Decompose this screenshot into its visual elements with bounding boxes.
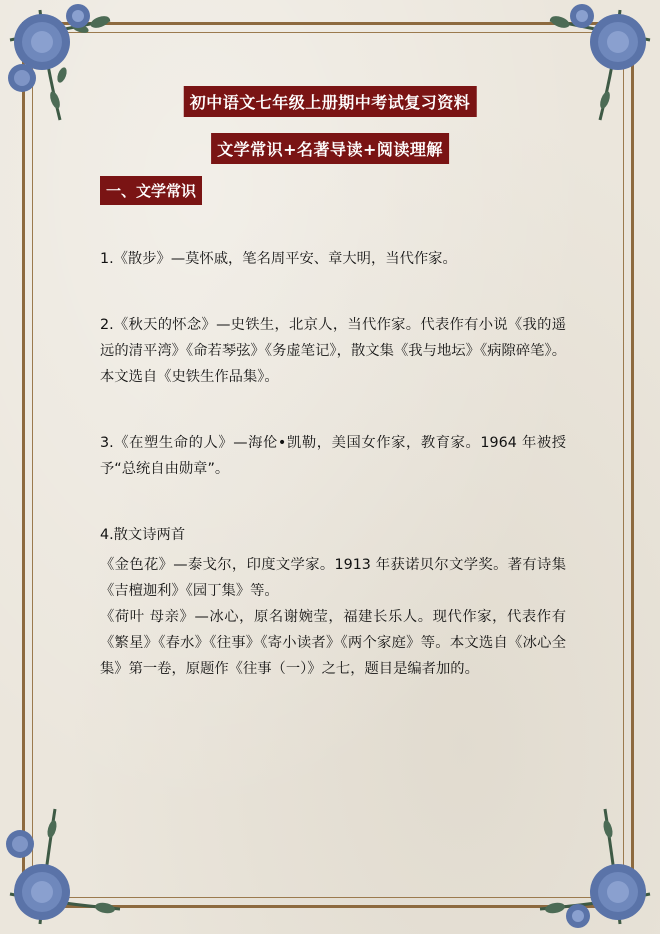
paragraph-item-4-heading: 4.散文诗两首 — [100, 527, 186, 543]
floral-corner-decoration-top-right — [510, 0, 660, 150]
paragraph-item-2: 2.《秋天的怀念》—史铁生，北京人，当代作家。代表作有小说《我的遥远的清平湾》《命若琴弦》《务虚笔记》，散文集《我与地坛》《病隙碎笔》。本文选自《史铁生作品集》。 — [100, 317, 566, 385]
floral-corner-decoration-bottom-left — [0, 784, 150, 934]
section-heading: 一、文学常识 — [100, 176, 202, 205]
paragraph-item-4-golden-flower: 《金色花》—泰戈尔，印度文学家。1913 年获诺贝尔文学奖。著有诗集《吉檀迦利》《园丁集》等。 — [100, 557, 566, 599]
paragraph-item-3: 3.《在塑生命的人》—海伦•凯勒，美国女作家，教育家。1964 年被授予“总统自由勋章”。 — [100, 435, 566, 477]
paragraph-item-4-lotus-mother: 《荷叶 母亲》—冰心，原名谢婉莹，福建长乐人。现代作家，代表作有《繁星》《春水》《往事》《寄小读者》《两个家庭》等。本文选自《冰心全集》第一卷，原题作《往事（一）》之七，题目是编者加的。 — [100, 609, 566, 677]
document-subtitle: 文学常识+名著导读+阅读理解 — [211, 133, 449, 164]
document-body — [100, 246, 566, 682]
floral-corner-decoration-bottom-right — [510, 784, 660, 934]
document-title: 初中语文七年级上册期中考试复习资料 — [184, 86, 477, 117]
floral-corner-decoration-top-left — [0, 0, 150, 150]
paragraph-item-1: 1.《散步》—莫怀戚，笔名周平安、章大明，当代作家。 — [100, 251, 457, 267]
